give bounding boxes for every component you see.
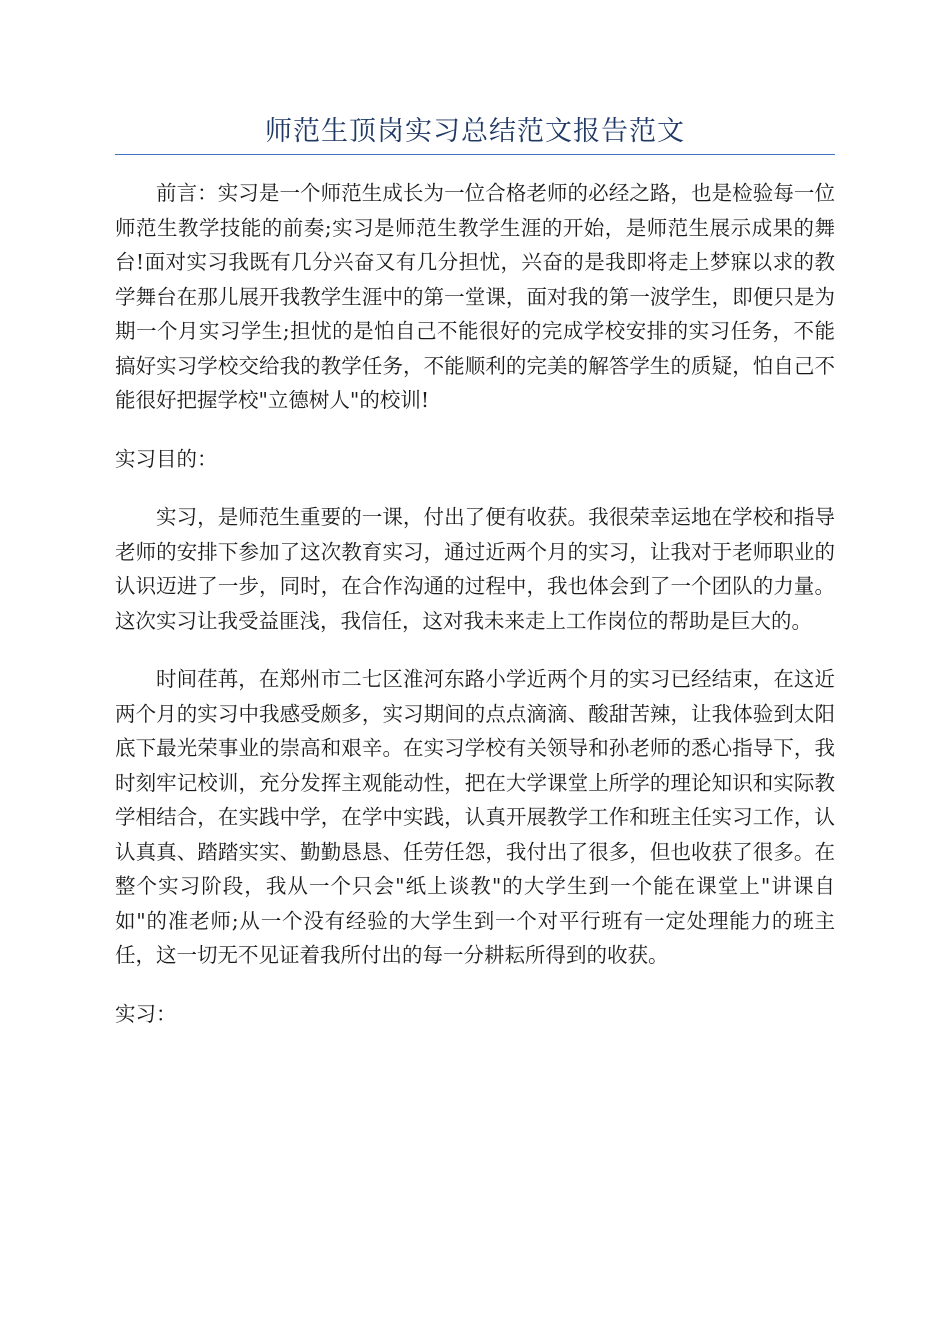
document-title: 师范生顶岗实习总结范文报告范文 — [265, 116, 685, 147]
purpose-paragraph: 实习，是师范生重要的一课，付出了便有收获。我很荣幸运地在学校和指导老师的安排下参加了这次教育实习，通过近两个月的实习，让我对于老师职业的认识迈进了一步，同时，在合作沟通的过程中，我也体会到了一个团队的力量。这次实习让我受益匪浅，我信任，这对我未来走上工作岗位的帮助是巨大的。 — [115, 505, 835, 633]
preface-paragraph: 前言：实习是一个师范生成长为一位合格老师的必经之路，也是检验每一位师范生教学技能的前奏;实习是师范生教学生涯的开始，是师范生展示成果的舞台!面对实习我既有几分兴奋又有几分担忧，兴奋的是我即将走上梦寐以求的教学舞台在那儿展开我教学生涯中的第一堂课，面对我的第一波学生，即便只是为期一个月实习学生;担忧的是怕自己不能很好的完成学校安排的实习任务，不能搞好实习学校交给我的教学任务，不能顺利的完美的解答学生的质疑，怕自己不能很好把握学校"立德树人"的校训! — [115, 181, 835, 412]
document-body — [115, 176, 835, 1055]
section-heading-internship: 实习： — [115, 1001, 177, 1026]
section-heading-purpose: 实习目的： — [115, 446, 218, 471]
title-underline — [115, 154, 835, 155]
experience-paragraph: 时间荏苒，在郑州市二七区淮河东路小学近两个月的实习已经结束，在这近两个月的实习中我感受颇多，实习期间的点点滴滴、酸甜苦辣，让我体验到太阳底下最光荣事业的崇高和艰辛。在实习学校有关领导和孙老师的悉心指导下，我时刻牢记校训，充分发挥主观能动性，把在大学课堂上所学的理论知识和实际教学相结合，在实践中学，在学中实践，认真开展教学工作和班主任实习工作，认认真真、踏踏实实、勤勤恳恳、任劳任怨，我付出了很多，但也收获了很多。在整个实习阶段，我从一个只会"纸上谈教"的大学生到一个能在课堂上"讲课自如"的准老师;从一个没有经验的大学生到一个对平行班有一定处理能力的班主任，这一切无不见证着我所付出的每一分耕耘所得到的收获。 — [115, 667, 835, 967]
title-block — [115, 112, 835, 156]
